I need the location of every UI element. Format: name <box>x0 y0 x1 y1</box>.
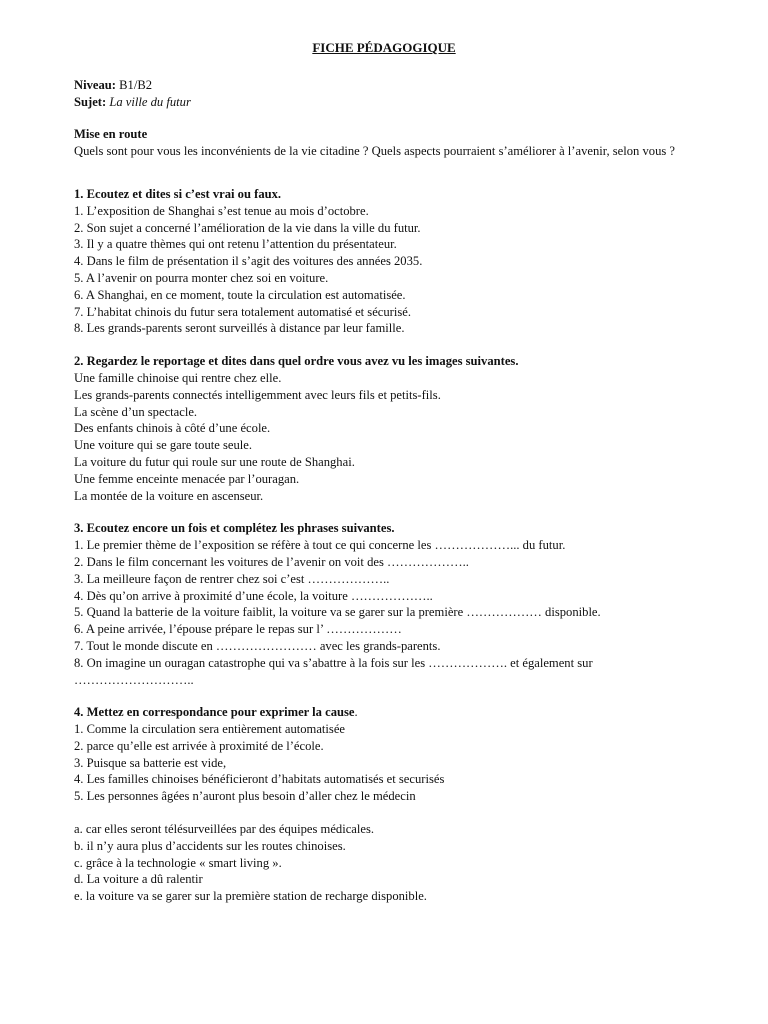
section-4 <box>74 704 694 905</box>
section-3-title: 3. Ecoutez encore un fois et complétez les phrases suivantes. <box>74 521 395 536</box>
section-2-item: Les grands-parents connectés intelligemment avec leurs fils et petits-fils. <box>74 387 441 402</box>
section-1-title: 1. Ecoutez et dites si c’est vrai ou faux. <box>74 186 282 201</box>
section-1-item: 7. L’habitat chinois du futur sera totalement automatisé et sécurisé. <box>74 304 412 319</box>
section-1-item: 2. Son sujet a concerné l’amélioration de la vie dans la ville du futur. <box>74 220 421 235</box>
section-4-title: 4. Mettez en correspondance pour exprimer la cause <box>74 705 355 720</box>
section-3-item: 4. Dès qu’on arrive à proximité d’une école, la voiture ……………….. <box>74 588 433 603</box>
section-3-item: 6. A peine arrivée, l’épouse prépare le repas sur l’ ……………… <box>74 622 402 637</box>
section-3-item: 5. Quand la batterie de la voiture faiblit, la voiture va se garer sur la première ……………… disponible. <box>74 605 601 620</box>
section-1-item: 4. Dans le film de présentation il s’agit des voitures des années 2035. <box>74 254 423 269</box>
section-3-item: 2. Dans le film concernant les voitures de l’avenir on voit des ……………….. <box>74 554 469 569</box>
page-title: FICHE PÉDAGOGIQUE <box>312 40 456 55</box>
section-4-lettered-item: d. La voiture a dû ralentir <box>74 872 203 887</box>
section-2-item: La voiture du futur qui roule sur une route de Shanghai. <box>74 454 355 469</box>
section-2 <box>74 353 694 504</box>
section-4-lettered-item: e. la voiture va se garer sur la première station de recharge disponible. <box>74 889 427 904</box>
section-3-item: 8. On imagine un ouragan catastrophe qui va s’abattre à la fois sur les ………………. et également sur ……………………….. <box>74 655 593 687</box>
section-2-item: La scène d’un spectacle. <box>74 404 198 419</box>
section-3 <box>74 520 694 688</box>
spacer <box>74 805 694 821</box>
mise-en-route-title: Mise en route <box>74 127 148 142</box>
section-2-title: 2. Regardez le reportage et dites dans quel ordre vous avez vu les images suivantes. <box>74 354 519 369</box>
section-1-item: 6. A Shanghai, en ce moment, toute la circulation est automatisée. <box>74 287 406 302</box>
section-4-numbered-item: 2. parce qu’elle est arrivée à proximité de l’école. <box>74 738 324 753</box>
section-4-lettered-item: a. car elles seront télésurveillées par des équipes médicales. <box>74 822 375 837</box>
mise-en-route-text: Quels sont pour vous les inconvénients de la vie citadine ? Quels aspects pourraient s’améliorer à l’avenir, selon vous ? <box>74 144 676 159</box>
mise-en-route-section <box>74 126 694 160</box>
section-2-item: Une femme enceinte menacée par l’ouragan. <box>74 471 300 486</box>
section-3-item: 7. Tout le monde discute en …………………… avec les grands-parents. <box>74 638 441 653</box>
section-1-item: 1. L’exposition de Shanghai s’est tenue au mois d’octobre. <box>74 203 369 218</box>
section-3-item: 3. La meilleure façon de rentrer chez soi c’est ……………….. <box>74 571 390 586</box>
section-4-title-line <box>74 704 694 721</box>
section-4-title-suffix: . <box>354 705 358 720</box>
section-2-item: Des enfants chinois à côté d’une école. <box>74 421 271 436</box>
section-2-item: La montée de la voiture en ascenseur. <box>74 488 264 503</box>
worksheet-page <box>74 40 694 905</box>
section-4-numbered-item: 3. Puisque sa batterie est vide, <box>74 755 227 770</box>
section-1 <box>74 186 694 337</box>
section-2-item: Une voiture qui se gare toute seule. <box>74 438 253 453</box>
section-3-item: 1. Le premier thème de l’exposition se réfère à tout ce qui concerne les ………………... du futur. <box>74 538 566 553</box>
sujet-label: Sujet: <box>74 94 107 109</box>
section-4-numbered-item: 5. Les personnes âgées n’auront plus besoin d’aller chez le médecin <box>74 789 416 804</box>
section-4-lettered-item: c. grâce à la technologie « smart living ». <box>74 855 282 870</box>
niveau-value: B1/B2 <box>119 77 153 92</box>
section-1-item: 3. Il y a quatre thèmes qui ont retenu l’attention du présentateur. <box>74 237 397 252</box>
section-1-item: 5. A l’avenir on pourra monter chez soi en voiture. <box>74 270 329 285</box>
niveau-label: Niveau: <box>74 77 116 92</box>
section-4-numbered-item: 4. Les familles chinoises bénéficieront d’habitats automatisés et securisés <box>74 772 445 787</box>
sujet-line <box>74 94 694 111</box>
sujet-value: La ville du futur <box>109 94 191 109</box>
niveau-line <box>74 77 694 94</box>
section-4-numbered-item: 1. Comme la circulation sera entièrement automatisée <box>74 722 346 737</box>
section-1-item: 8. Les grands-parents seront surveillés à distance par leur famille. <box>74 321 405 336</box>
section-2-item: Une famille chinoise qui rentre chez elle. <box>74 370 282 385</box>
section-4-lettered-item: b. il n’y aura plus d’accidents sur les routes chinoises. <box>74 838 346 853</box>
